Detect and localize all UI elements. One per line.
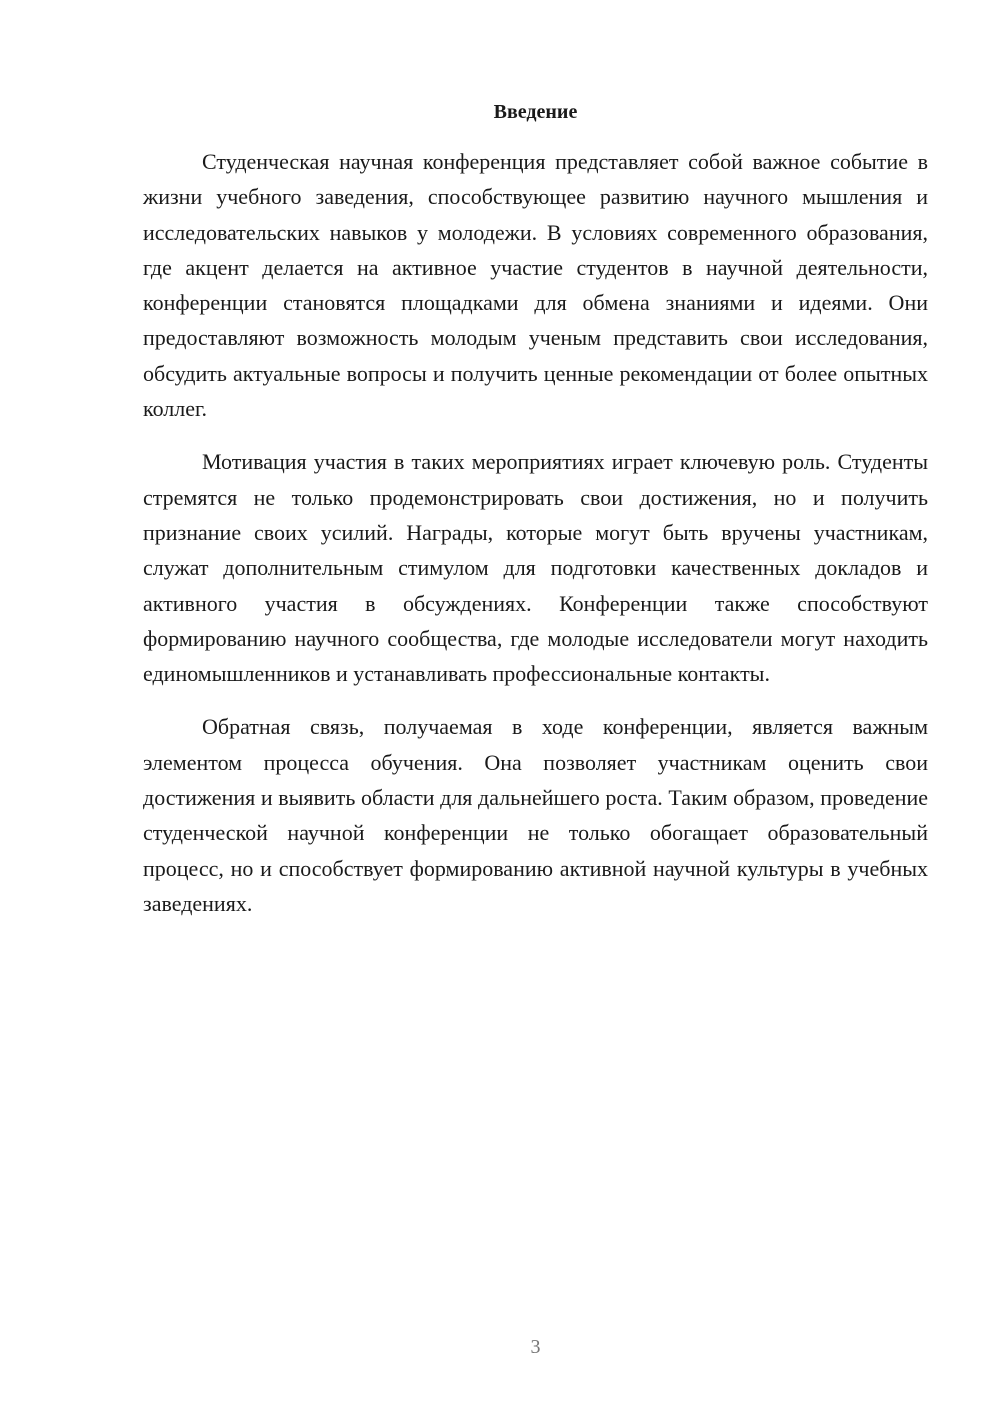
section-heading: Введение (493, 101, 578, 123)
page-number: 3 (530, 1336, 541, 1358)
body-text (143, 144, 928, 921)
paragraph-3: Обратная связь, получаемая в ходе конференции, является важным элементом процесса обучения. Она позволяет участникам оценить свои достижения и выявить области для дальнейшего роста. Таким образом, проведение студенческой научной конференции не только обогащает образовательный процесс, но и способствует формированию активной научной культуры в учебных заведениях. (143, 714, 928, 916)
paragraph-1: Студенческая научная конференция представляет собой важное событие в жизни учебного заведения, способствующее развитию научного мышления и исследовательских навыков у молодежи. В условиях современного образования, где акцент делается на активное участие студентов в научной деятельности, конференции становятся площадками для обмена знаниями и идеями. Они предоставляют возможность молодым ученым представить свои исследования, обсудить актуальные вопросы и получить ценные рекомендации от более опытных коллег. (143, 149, 928, 422)
paragraph-2: Мотивация участия в таких мероприятиях играет ключевую роль. Студенты стремятся не только продемонстрировать свои достижения, но и получить признание своих усилий. Награды, которые могут быть вручены участникам, служат дополнительным стимулом для подготовки качественных докладов и активного участия в обсуждениях. Конференции также способствуют формированию научного сообщества, где молодые исследователи могут находить единомышленников и устанавливать профессиональные контакты. (143, 449, 928, 687)
